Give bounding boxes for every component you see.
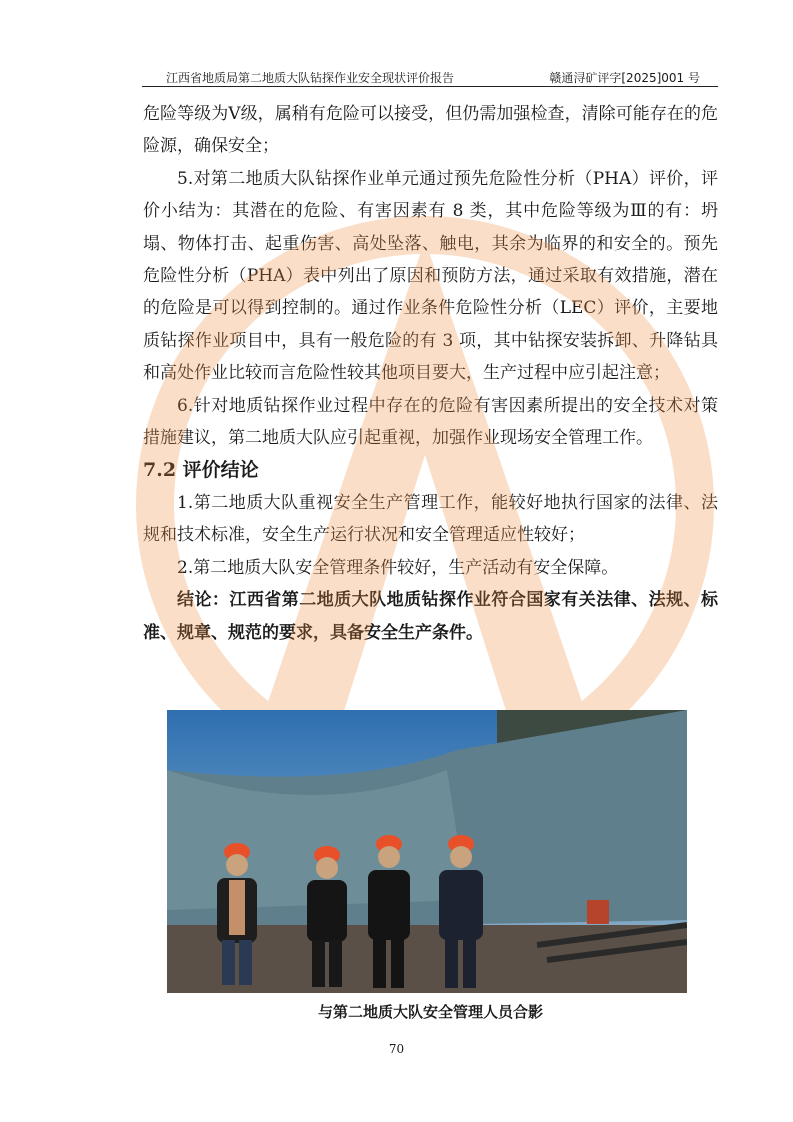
conclusion-1: 1.第二地质大队重视安全生产管理工作，能较好地执行国家的法律、法规和技术标准，安全生产运行状况和安全管理适应性较好； — [143, 492, 718, 546]
page-header — [142, 66, 718, 87]
paragraph-1: 危险等级为Ⅴ级，属稍有危险可以接受，但仍需加强检查，清除可能存在的危险源，确保安全； — [143, 104, 718, 157]
paragraph-6: 6.针对地质钻探作业过程中存在的危险有害因素所提出的安全技术对策措施建议，第二地质大队应引起重视，加强作业现场安全管理工作。 — [143, 395, 718, 449]
header-doc-number: 赣通浔矿评字[2025]001 号 — [549, 71, 700, 85]
photo-caption: 与第二地质大队安全管理人员合影 — [317, 1003, 543, 1021]
header-title: 江西省地质局第二地质大队钻探作业安全现状评价报告 — [166, 71, 455, 85]
group-photo — [167, 710, 687, 993]
paragraph-5: 5.对第二地质大队钻探作业单元通过预先危险性分析（PHA）评价，评价小结为：其潜在的危险、有害因素有 8 类，其中危险等级为Ⅲ的有：坍塌、物体打击、起重伤害、高处坠落、触电，其余为临界的和安全的。预先危险性分析（PHA）表中列出了原因和预防方法，通过采取有效措施，潜在的危险是可以得到控制的。通过作业条件危险性分析（LEC）评价，主要地质钻探作业项目中，具有一般危险的有 3 项，其中钻探安装拆卸、升降钻具和高处作业比较而言危险性较其他项目要大，生产过程中应引起注意； — [143, 168, 718, 384]
final-conclusion: 结论：江西省第二地质大队地质钻探作业符合国家有关法律、法规、标准、规章、规范的要求，具备安全生产条件。 — [143, 590, 718, 643]
body-text — [143, 98, 718, 649]
section-heading: 7.2 评价结论 — [143, 459, 259, 482]
page-number: 70 — [388, 1042, 405, 1056]
conclusion-2: 2.第二地质大队安全管理条件较好，生产活动有安全保障。 — [177, 557, 619, 578]
